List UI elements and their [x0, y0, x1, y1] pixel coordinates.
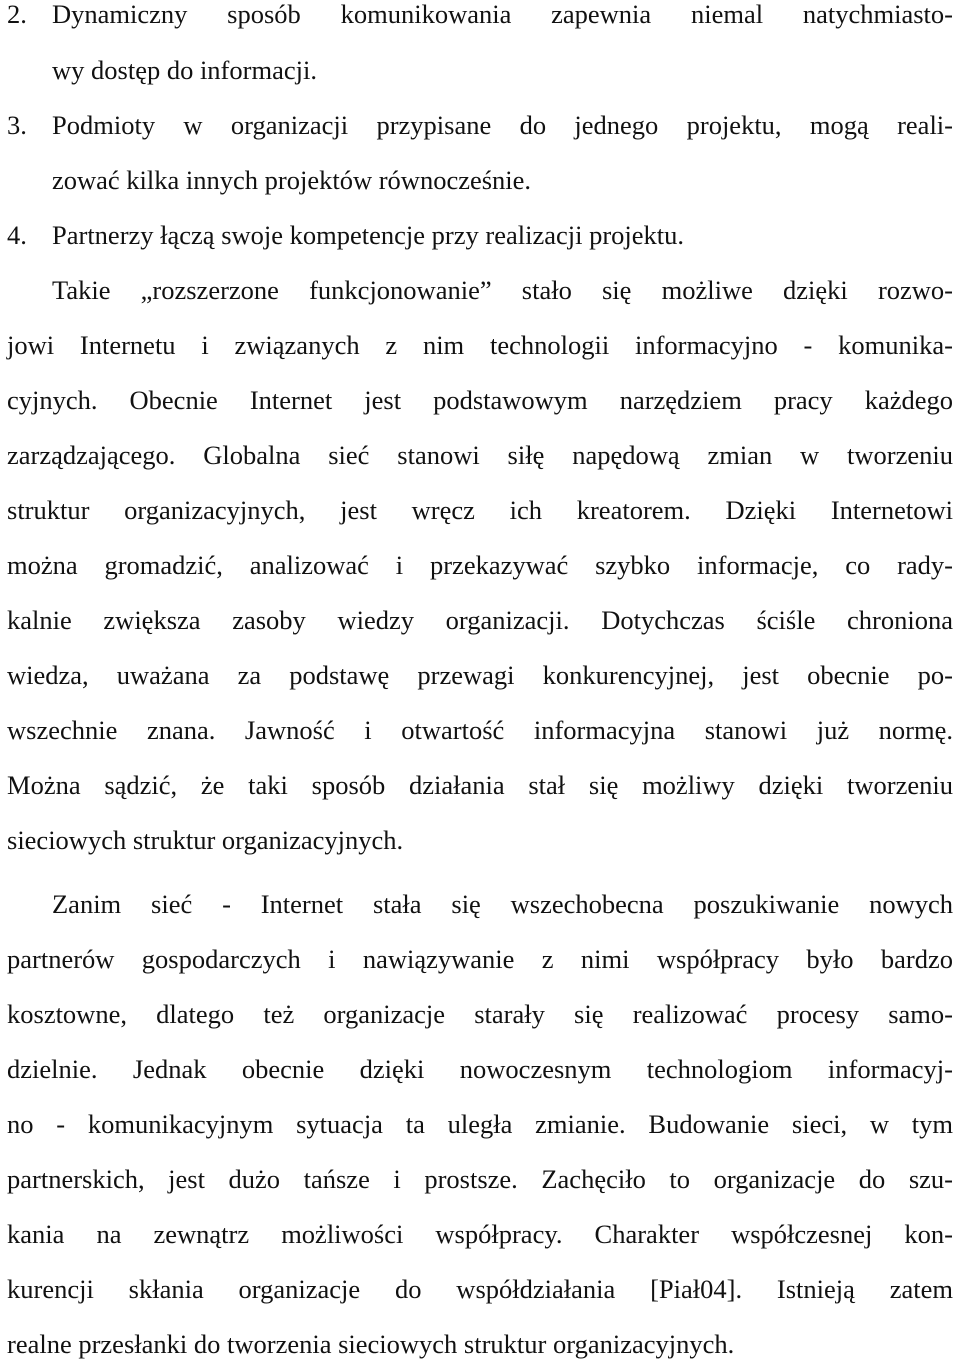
list-item-text: Partnerzy łączą swoje kompetencje przy realizacji projektu. [52, 220, 685, 250]
paragraph-line: kalnie zwiększa zasoby wiedzy organizacji. Dotychczas ściśle chroniona [7, 605, 953, 635]
paragraph-line: cyjnych. Obecnie Internet jest podstawowym narzędziem pracy każdego [7, 385, 953, 415]
paragraph-line: wszechnie znana. Jawność i otwartość informacyjna stanowi już normę. [7, 715, 953, 745]
paragraph-line: no - komunikacyjnym sytuacja ta uległa zmianie. Budowanie sieci, w tym [7, 1109, 953, 1139]
list-item-4 [7, 208, 953, 263]
list-item-text-continuation: wy dostęp do informacji. [52, 55, 317, 85]
paragraph-line: Można sądzić, że taki sposób działania stał się możliwy dzięki tworzeniu [7, 770, 953, 800]
paragraph-line: Zanim sieć - Internet stała się wszechobecna poszukiwanie nowych [52, 889, 953, 919]
paragraph-line: partnerskich, jest dużo tańsze i prostsze. Zachęciło to organizacje do szu- [7, 1164, 953, 1194]
list-item-2 [7, 0, 953, 42]
paragraph-line: struktur organizacyjnych, jest wręcz ich kreatorem. Dzięki Internetowi [7, 495, 953, 525]
list-number: 2. [7, 0, 27, 29]
paragraph-line: partnerów gospodarczych i nawiązywanie z nimi współpracy było bardzo [7, 944, 953, 974]
list-number: 3. [7, 110, 27, 140]
list-number: 4. [7, 220, 27, 250]
paragraph-line: można gromadzić, analizować i przekazywać szybko informacje, co rady- [7, 550, 953, 580]
list-item-3 [7, 98, 953, 153]
paragraph-line: wiedza, uważana za podstawę przewagi konkurencyjnej, jest obecnie po- [7, 660, 953, 690]
paragraph-line: kosztowne, dlatego też organizacje starały się realizować procesy samo- [7, 999, 953, 1029]
paragraph-line: Takie „rozszerzone funkcjonowanie” stało się możliwe dzięki rozwo- [52, 275, 953, 305]
paragraph-line: kurencji skłania organizacje do współdziałania [Piał04]. Istnieją zatem [7, 1274, 953, 1304]
list-item-text: Podmioty w organizacji przypisane do jednego projektu, mogą reali- [52, 110, 953, 140]
paragraph-line: zarządzającego. Globalna sieć stanowi siłę napędową zmian w tworzeniu [7, 440, 953, 470]
list-item-text: Dynamiczny sposób komunikowania zapewnia niemal natychmiasto- [52, 0, 953, 29]
paragraph-line: kania na zewnątrz możliwości współpracy. Charakter współczesnej kon- [7, 1219, 953, 1249]
paragraph-line: realne przesłanki do tworzenia sieciowych struktur organizacyjnych. [7, 1329, 735, 1359]
paragraph-line: sieciowych struktur organizacyjnych. [7, 825, 404, 855]
paragraph-line: dzielnie. Jednak obecnie dzięki nowoczesnym technologiom informacyj- [7, 1054, 953, 1084]
paragraph-line: jowi Internetu i związanych z nim technologii informacyjno - komunika- [7, 330, 953, 360]
list-item-text-continuation: zować kilka innych projektów równocześnie. [52, 165, 532, 195]
